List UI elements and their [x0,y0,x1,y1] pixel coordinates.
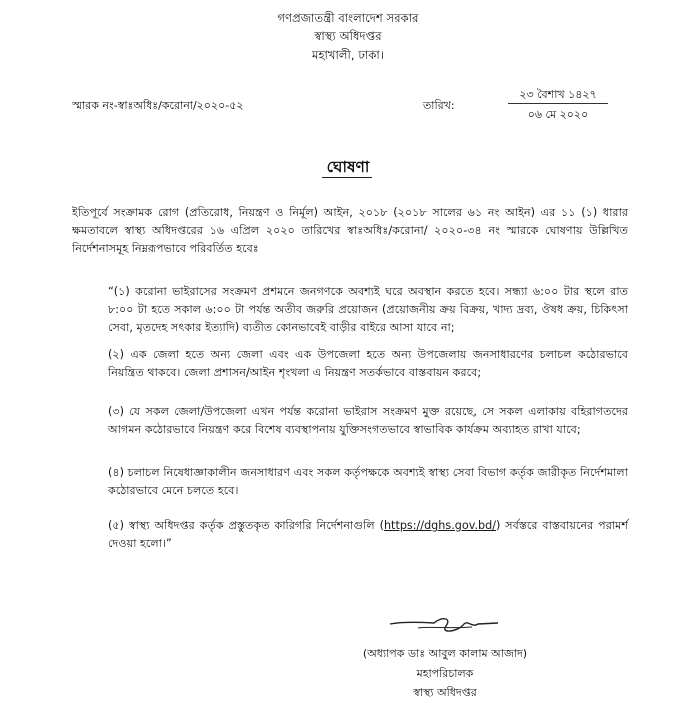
signatory-office: স্বাস্থ্য অধিদপ্তর [413,686,477,699]
dghs-website-link[interactable]: https://dghs.gov.bd/ [383,519,496,532]
point-3: (৩) যে সকল জেলা/উপজেলা এখন পর্যন্ত করোনা ভাইরাস সংক্রমণ মুক্ত রয়েছে, সে সকল এলাকায় বহিরাগতদের আগমন কঠোরভাবে নিয়ন্ত্রণ করে বিশেষ ব্যবস্থাপনায় যুক্তিসংগতভাবে স্বাভাবিক কার্যক্রম অব্যাহত রাখা যাবে; [108,405,628,436]
date-english: ০৬ মে ২০২০ [527,108,589,121]
title-underline [322,177,372,178]
point-1: “(১) করোনা ভাইরাসের সংক্রমণ প্রশমনে জনগণকে অবশ্যই ঘরে অবস্থান করতে হবে। সন্ধ্যা ৬:০০ টার স্থলে রাত ৮:০০ টা হতে সকাল ৬:০০ টা পর্যন্ত অতীব জরুরি প্রয়োজন (প্রয়োজনীয় ক্রয় বিক্রয়, খাদ্য দ্রব্য, ঔষধ ক্রয়, চিকিৎসা সেবা, মৃতদেহ সৎকার ইত্যাদি) ব্যতীত কোনভাবেই বাড়ীর বাইরে আসা যাবে না; [108,285,628,334]
date-label: তারিখ: [423,99,455,112]
intro-paragraph: ইতিপূর্বে সংক্রামক রোগ (প্রতিরোধ, নিয়ন্ত্রণ ও নির্মূল) আইন, ২০১৮ (২০১৮ সালের ৬১ নং আইন) এর ১১ (১) ধারার ক্ষমতাবলে স্বাস্থ্য অধিদপ্তরের ১৬ এপ্রিল ২০২০ তারিখের স্বাঃঅধিঃ/করোনা/ ২০২০-৩৪ নং স্মারকে ঘোষণায় উল্লিখিত নির্দেশনাসমূহ নিম্নরূপভাবে পরিবর্তিত হবেঃ [72,206,628,255]
point-4: (৪) চলাচল নিষেধাজ্ঞাকালীন জনসাধারণ এবং সকল কর্তৃপক্ষকে অবশ্যই স্বাস্থ্য সেবা বিভাগ কর্তৃক জারীকৃত নির্দেশমালা কঠোরভাবে মেনে চলতে হবে। [108,466,628,497]
point-5-text-before: (৫) স্বাস্থ্য অধিদপ্তর কর্তৃক প্রস্তুতকৃত কারিগরি নির্দেশনাগুলি ( [108,519,384,532]
date-bangla: ২৩ বৈশাখ ১৪২৭ [519,88,597,101]
signature-image [388,612,500,638]
announcement-title: ঘোষণা [326,158,370,176]
point-5-text-after: ) সর্বস্তরে বাস্তবায়নের পরামর্শ দেওয়া হলো।” [108,519,628,550]
point-5 [108,517,628,553]
memo-reference: স্মারক নং-স্বাঃঅধিঃ/করোনা/২০২০-৫২ [72,99,244,112]
point-2: (২) এক জেলা হতে অন্য জেলা এবং এক উপজেলা হতে অন্য উপজেলায় জনসাধারণের চলাচল কঠোরভাবে নিয়ন্ত্রিত থাকবে। জেলা প্রশাসন/আইন শৃংখলা এ নিয়ন্ত্রণ সতর্কভাবে বাস্তবায়ন করবে; [108,348,628,379]
signatory-name: (অধ্যাপক ডাঃ আবুল কালাম আজাদ) [362,647,528,660]
header-government: গণপ্রজাতন্ত্রী বাংলাদেশ সরকার [277,11,419,25]
date-divider [508,103,608,104]
header-department: স্বাস্থ্য অধিদপ্তর [314,29,382,43]
signatory-designation: মহাপরিচালক [416,667,474,680]
header-address: মহাখালী, ঢাকা। [311,48,385,62]
